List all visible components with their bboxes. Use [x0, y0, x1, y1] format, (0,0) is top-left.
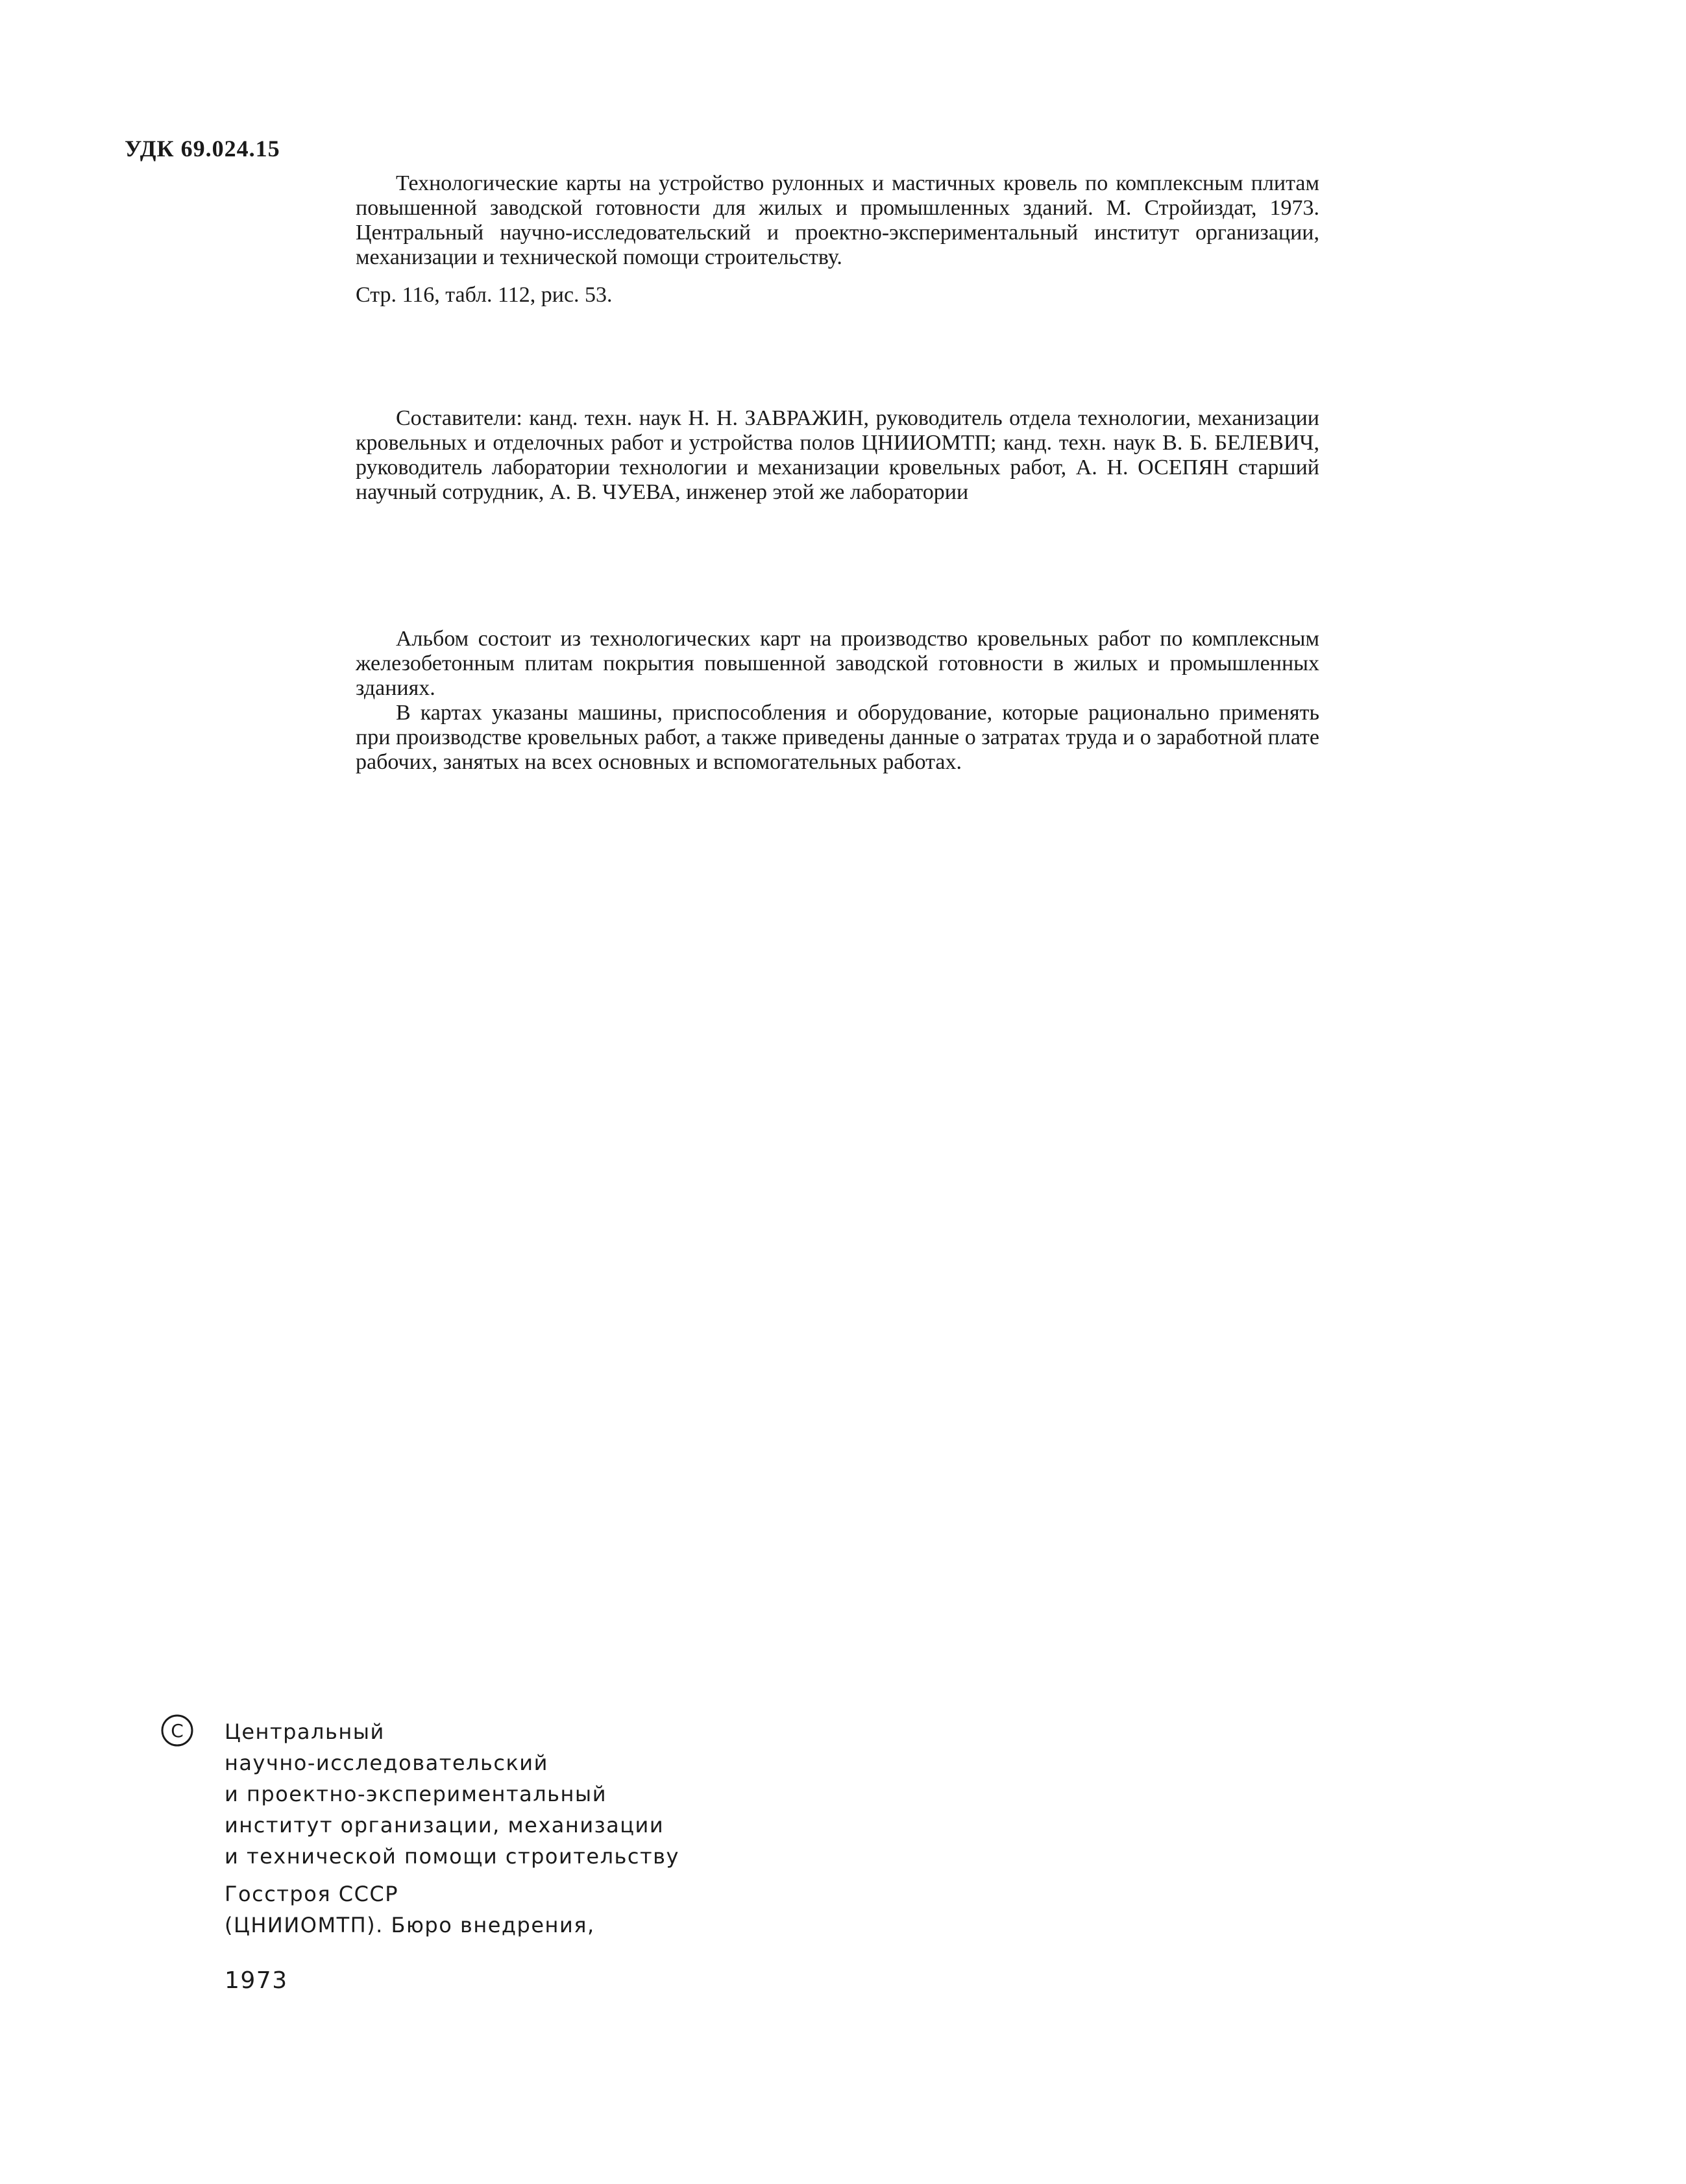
page-count-info: Стр. 116, табл. 112, рис. 53.	[356, 283, 613, 307]
abstract-section	[356, 627, 1319, 775]
copyright-icon	[160, 1713, 195, 1748]
imprint-gosstroy: Госстроя СССР	[225, 1882, 399, 1906]
svg-text:C: C	[171, 1720, 184, 1741]
imprint-line-1: Центральный	[225, 1719, 385, 1744]
publisher-imprint	[225, 1716, 679, 1996]
imprint-line-4: институт организации, механизации	[225, 1813, 665, 1838]
imprint-year: 1973	[225, 1967, 288, 1994]
authors-section	[356, 406, 1319, 505]
authors-text: Составители: канд. техн. наук Н. Н. ЗАВРАЖИН, руководитель отдела технологии, механизации кровельных и отделочных работ и устройства полов ЦНИИОМТП; канд. техн. наук В. Б. БЕЛЕВИЧ, руководитель лаборатории технологии и механизации кровельных работ, А. Н. ОСЕПЯН старший научный сотрудник, А. В. ЧУЕВА, инженер этой же лаборатории	[356, 406, 1319, 504]
abstract-paragraph-1: Альбом состоит из технологических карт на производство кровельных работ по комплексным железобетонным плитам покрытия повышенной заводской готовности в жилых и промышленных зданиях.	[356, 627, 1319, 700]
abstract-paragraph-2: В картах указаны машины, приспособления и оборудование, которые рационально применять при производстве кровельных работ, а также приведены данные о затратах труда и о заработной плате рабочих, занятых на всех основных и вспомогательных работах.	[356, 701, 1319, 774]
bibliographic-text: Технологические карты на устройство рулонных и мастичных кровель по комплексным плитам повышенной заводской готовности для жилых и промышленных зданий. М. Стройиздат, 1973. Центральный научно-исследовательский и проектно-экспериментальный институт организации, механизации и технической помощи строительству.	[356, 171, 1319, 269]
imprint-line-5: и технической помощи строительству	[225, 1844, 679, 1869]
imprint-line-3: и проектно-экспериментальный	[225, 1782, 607, 1806]
udk-code: УДК 69.024.15	[125, 136, 280, 162]
bibliographic-description	[356, 171, 1319, 270]
imprint-line-2: научно-исследовательский	[225, 1751, 548, 1775]
imprint-organization: (ЦНИИОМТП). Бюро внедрения,	[225, 1913, 595, 1937]
